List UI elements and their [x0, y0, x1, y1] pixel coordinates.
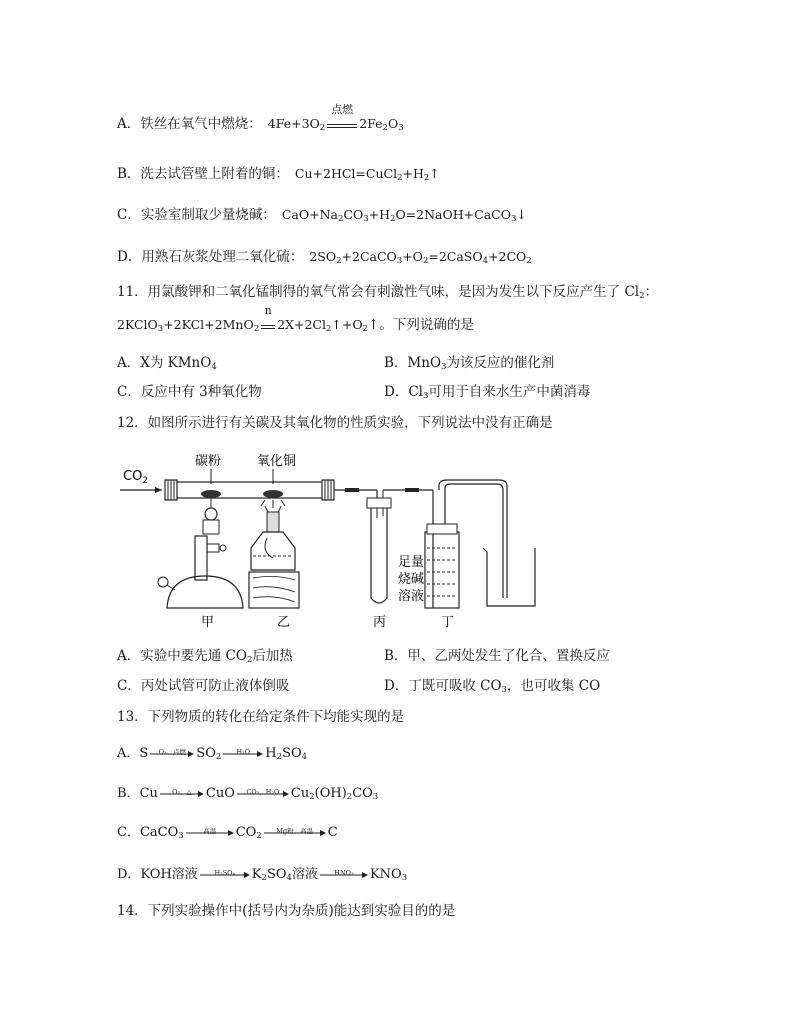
- q13-option-d: D．KOH溶液 H₂SO₄ $K_2SO_4$溶液 HNO₃ $KNO_3$: [117, 867, 408, 883]
- gas-burner-jia: [167, 576, 243, 608]
- co2-label: $CO_2$: [123, 469, 149, 486]
- q12-option-b: B．甲、乙两处发生了化合、置换反应: [384, 648, 610, 664]
- q11-equation: 2KClO$_3$+2KCl+2MnO$_2$ n $2X+2Cl_2↑+O_2↑$。下列说确的是: [117, 304, 474, 334]
- option-label: D．: [117, 249, 142, 265]
- gas-bottle-ding: [425, 532, 459, 608]
- test-tube-bing: [371, 506, 387, 603]
- combustion-tube: [170, 482, 330, 498]
- reaction-arrow: 高温: [186, 830, 234, 836]
- beaker: [483, 548, 535, 606]
- equation: $2SO_2+2CaCO_3+O_2=2CaSO_4+2CO_2$: [309, 249, 532, 266]
- apparatus-diagram: [115, 448, 585, 633]
- q12-stem: 12．如图所示进行有关碳及其氧化物的性质实验，下列说法中没有正确是: [117, 415, 553, 431]
- q10-option-b: [117, 165, 440, 183]
- q12-option-a: A．实验中要先通 $CO_2$后加热: [117, 648, 293, 665]
- q11-option-b: B．MnO$_3$为该反应的催化剂: [384, 355, 555, 372]
- reaction-arrow: H₂O: [223, 751, 263, 757]
- option-text: 洗去试管壁上附着的铜：: [140, 166, 289, 182]
- label-bing: 丙: [373, 615, 387, 630]
- solution-label-3: 溶液: [398, 589, 425, 604]
- q12-option-d: D．丁既可吸收 $CO_3$，也可收集 CO: [384, 678, 601, 695]
- copper-oxide-label: 氧化铜: [257, 454, 297, 469]
- q11-stem: 11．用氯酸钾和二氧化锰制得的氧气常会有刺激性气味，是因为发生以下反应产生了 $Cl_2$：: [117, 284, 659, 301]
- q11-option-a: A．X为 KMnO$_4$: [117, 355, 217, 372]
- q13-option-c: C．CaCO$_3$ 高温 $CO_2$ Mg粉、高温 C: [117, 825, 338, 841]
- option-label: B．: [117, 166, 141, 182]
- reaction-arrow: H₂SO₄: [200, 872, 250, 878]
- q11-option-d: D．$Cl_3$可用于自来水生产中菌消毒: [384, 384, 591, 401]
- reaction-arrow: O₂、点燃: [150, 751, 194, 757]
- label-ding: 丁: [441, 615, 455, 630]
- q11-option-c: C．反应中有 3种氧化物: [117, 384, 262, 400]
- label-yi: 乙: [277, 615, 291, 630]
- carbon-powder: [201, 490, 221, 498]
- q10-option-a: [117, 103, 404, 133]
- option-text: 实验室制取少量烧碱：: [140, 207, 276, 223]
- equation: $Cu+2HCl=CuCl_2+H_2↑$: [294, 166, 440, 183]
- equation: $CaO+Na_2CO_3+H_2O=2NaOH+CaCO_3↓$: [281, 207, 527, 224]
- solution-label-2: 烧碱: [398, 572, 425, 587]
- q13-stem: 13．下列物质的转化在给定条件下均能实现的是: [117, 709, 405, 725]
- carbon-powder-label: 碳粉: [195, 454, 222, 469]
- q13-option-a: A．S O₂、点燃 $SO_2$ H₂O $H_2SO_4$: [117, 746, 308, 762]
- equation: $4Fe+3O_2$ 点燃 $2Fe_2O_3$: [267, 103, 404, 133]
- option-label: C．: [117, 207, 141, 223]
- alcohol-lamp-yi: [251, 532, 295, 570]
- reaction-arrow: O₂、△: [160, 791, 204, 797]
- copper-oxide-powder: [263, 490, 283, 498]
- option-text: 铁丝在氧气中燃烧：: [140, 116, 262, 132]
- label-jia: 甲: [201, 615, 215, 630]
- q10-option-d: [117, 248, 532, 266]
- reaction-condition: 点燃: [327, 118, 357, 128]
- solution-label-1: 足量: [398, 555, 425, 570]
- q14-stem: 14．下列实验操作中(括号内为杂质)能达到实验目的的是: [117, 903, 456, 919]
- reaction-arrow: Mg粉、高温: [264, 830, 326, 836]
- reaction-condition: n: [261, 319, 275, 329]
- option-label: A．: [117, 116, 141, 132]
- option-text: 用熟石灰浆处理二氧化硫：: [141, 249, 304, 265]
- q13-option-b: B．Cu O₂、△ CuO CO₂、H₂O $Cu_2(OH)_2CO_3$: [117, 786, 379, 802]
- q10-option-c: [117, 206, 527, 224]
- q12-option-c: C．丙处试管可防止液体倒吸: [117, 678, 290, 694]
- reaction-arrow: HNO₃: [320, 872, 368, 878]
- reaction-arrow: CO₂、H₂O: [237, 791, 289, 797]
